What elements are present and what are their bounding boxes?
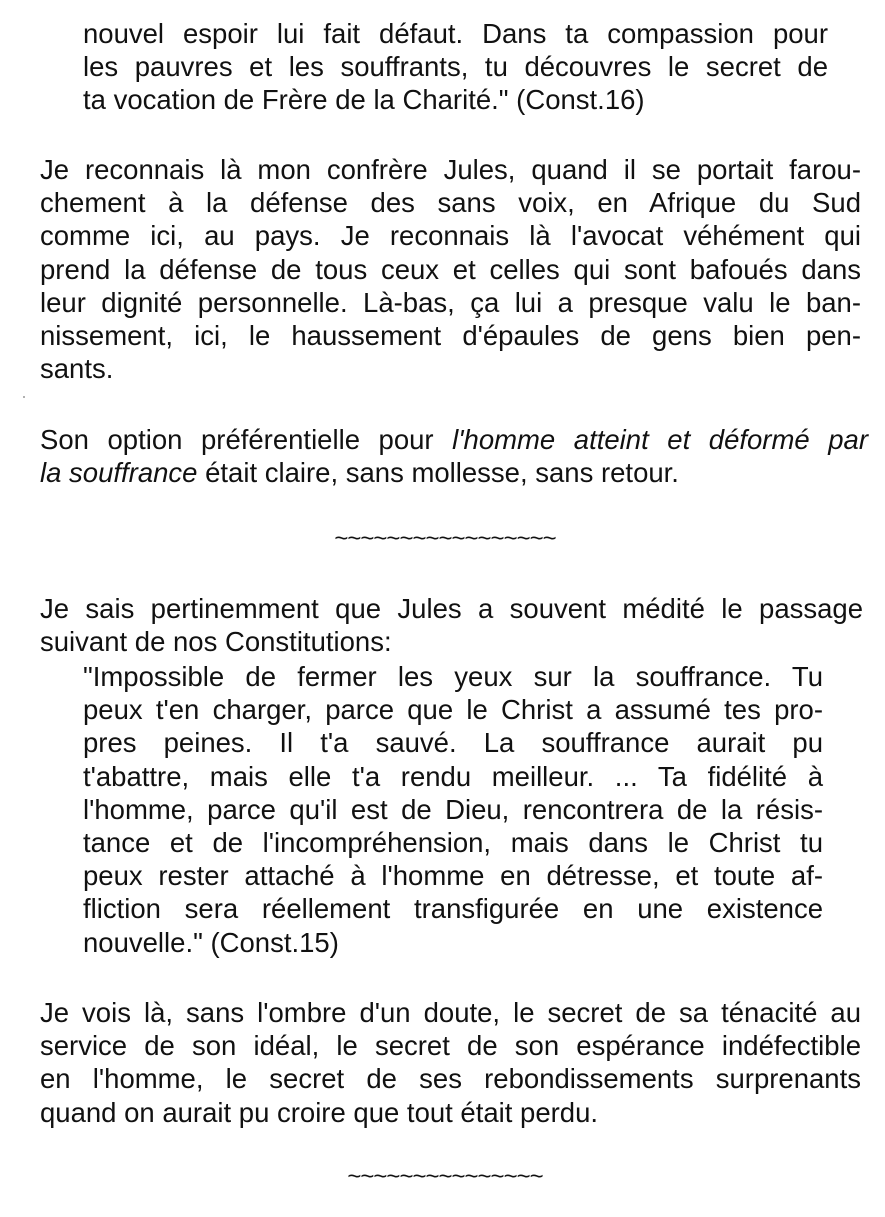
section-separator: ~~~~~~~~~~~~~~~	[347, 1163, 543, 1190]
text-line: l'homme, parce qu'il est de Dieu, rencontrera de la résis-	[83, 793, 823, 825]
text-line: Je sais pertinemment que Jules a souvent médité le passage	[40, 593, 863, 624]
text-line: Je reconnais là mon confrère Jules, quand il se portait farou-	[40, 154, 861, 185]
text-line: tance et de l'incompréhension, mais dans le Christ tu	[83, 827, 823, 859]
text-segment: Son option préférentielle pour	[40, 424, 453, 455]
paragraph-meditation	[40, 592, 863, 658]
italic-phrase: l'homme atteint et déformé par	[452, 424, 868, 455]
text-line: chement à la défense des sans voix, en Afrique du Sud	[40, 187, 861, 219]
text-line: "Impossible de fermer les yeux sur la souffrance. Tu	[83, 661, 823, 692]
quote-block-const-15	[83, 660, 823, 959]
text-line: quand on aurait pu croire que tout était perdu.	[40, 1096, 599, 1128]
text-line: nouvel espoir lui fait défaut. Dans ta compassion pour	[83, 18, 828, 49]
text-line: suivant de nos Constitutions:	[40, 626, 392, 658]
text-line: t'abattre, mais elle t'a rendu meilleur. ... Ta fidélité à	[83, 760, 823, 792]
paragraph-confrere-jules	[40, 153, 861, 385]
text-line: ta vocation de Frère de la Charité." (Const.16)	[83, 84, 645, 116]
italic-phrase: la souffrance	[40, 457, 198, 489]
text-line: nissement, ici, le haussement d'épaules de gens bien pen-	[40, 320, 861, 352]
text-segment: était claire, sans mollesse, sans retour.	[197, 457, 679, 489]
text-line: les pauvres et les souffrants, tu découvres le secret de	[83, 51, 828, 83]
text-line: peux t'en charger, parce que le Christ a assumé tes pro-	[83, 694, 823, 726]
text-line: comme ici, au pays. Je reconnais là l'avocat véhément qui	[40, 220, 861, 252]
quote-block-const-16	[83, 17, 828, 117]
text-line: leur dignité personnelle. Là-bas, ça lui a presque valu le ban-	[40, 286, 861, 318]
text-line: prend la défense de tous ceux et celles qui sont bafoués dans	[40, 253, 861, 285]
text-line: nouvelle." (Const.15)	[83, 926, 339, 958]
text-line: fliction sera réellement transfigurée en une existence	[83, 893, 823, 925]
text-line: sants.	[40, 353, 114, 385]
text-line	[40, 456, 868, 489]
section-separator: ~~~~~~~~~~~~~~~~~	[334, 525, 556, 552]
text-line	[40, 423, 868, 456]
text-line: service de son idéal, le secret de son espérance indéfectible	[40, 1030, 861, 1062]
text-line: en l'homme, le secret de ses rebondissements surprenants	[40, 1063, 861, 1095]
text-line: peux rester attaché à l'homme en détresse, et toute af-	[83, 860, 823, 892]
text-line: Je vois là, sans l'ombre d'un doute, le secret de sa ténacité au	[40, 997, 861, 1028]
scan-speck	[23, 396, 25, 398]
paragraph-tenacite	[40, 996, 861, 1129]
text-line: pres peines. Il t'a sauvé. La souffrance aurait pu	[83, 727, 823, 759]
paragraph-option-preferentielle	[40, 423, 868, 489]
